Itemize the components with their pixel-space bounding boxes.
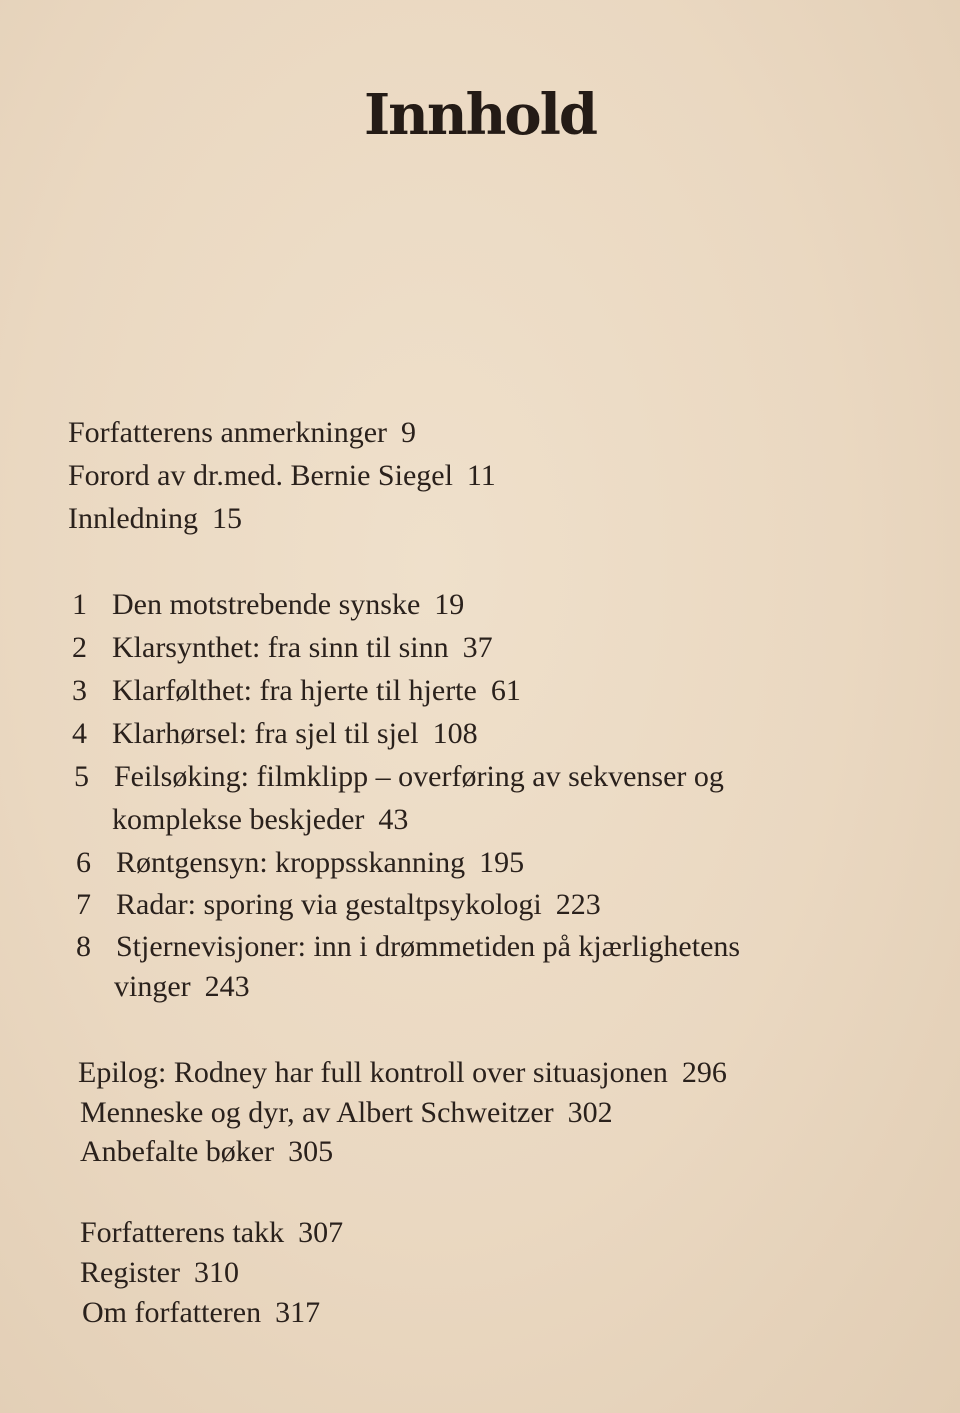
- toc-entry-front-2: [68, 455, 496, 497]
- toc-entry-title: Menneske og dyr, av Albert Schweitzer: [80, 1096, 554, 1129]
- toc-entry-page: 307: [298, 1216, 344, 1249]
- toc-entry-end-2: [80, 1252, 239, 1294]
- page-title: Innhold: [363, 82, 597, 148]
- toc-entry-page: 223: [555, 888, 601, 921]
- toc-entry-title: Klarsynthet: fra sinn til sinn: [112, 631, 449, 664]
- toc-entry-title: Forord av dr.med. Bernie Siegel: [68, 459, 453, 492]
- toc-chapter-8: [76, 926, 740, 968]
- toc-entry-end-1: [80, 1212, 343, 1254]
- chapter-number: 4: [72, 717, 87, 750]
- toc-chapter-4: [72, 713, 478, 755]
- toc-entry-back-2: [80, 1092, 613, 1134]
- toc-entry-page: 195: [479, 846, 525, 879]
- toc-entry-front-3: [68, 498, 242, 540]
- toc-entry-back-3: [80, 1131, 333, 1173]
- toc-entry-title: Forfatterens takk: [80, 1216, 285, 1249]
- toc-entry-page: 310: [193, 1256, 239, 1289]
- toc-entry-page: 11: [466, 459, 496, 492]
- chapter-number: 5: [74, 760, 89, 793]
- chapter-number: 8: [76, 930, 91, 963]
- toc-entry-title: Radar: sporing via gestaltpsykologi: [116, 888, 542, 921]
- toc-entry-back-1: [78, 1052, 727, 1094]
- toc-entry-page: 9: [401, 416, 417, 449]
- toc-entry-page: 37: [462, 631, 493, 664]
- toc-entry-page: 302: [567, 1096, 613, 1129]
- toc-chapter-1: [72, 584, 464, 626]
- toc-entry-title-continuation: vinger: [114, 970, 191, 1003]
- toc-entry-title: Stjernevisjoner: inn i drømmetiden på kjærlighetens: [116, 930, 741, 963]
- toc-entry-title: Anbefalte bøker: [80, 1135, 275, 1168]
- toc-chapter-7: [76, 884, 601, 926]
- toc-entry-page: 61: [490, 674, 521, 707]
- toc-entry-title-continuation: komplekse beskjeder: [112, 803, 365, 836]
- toc-entry-title: Epilog: Rodney har full kontroll over situasjonen: [78, 1056, 668, 1089]
- toc-entry-end-3: [82, 1292, 320, 1334]
- toc-chapter-2: [72, 627, 493, 669]
- chapter-number: 1: [72, 588, 87, 621]
- toc-entry-page: 305: [288, 1135, 334, 1168]
- toc-entry-title: Røntgensyn: kroppsskanning: [116, 846, 466, 879]
- toc-entry-page: 43: [378, 803, 409, 836]
- toc-entry-title: Klarfølthet: fra hjerte til hjerte: [112, 674, 477, 707]
- toc-entry-page: 15: [211, 502, 242, 535]
- toc-entry-title: Innledning: [68, 502, 198, 535]
- chapter-number: 2: [72, 631, 87, 664]
- toc-entry-title: Om forfatteren: [82, 1296, 262, 1329]
- toc-entry-title: Den motstrebende synske: [112, 588, 421, 621]
- toc-entry-title: Register: [80, 1256, 180, 1289]
- toc-entry-page: 296: [681, 1056, 727, 1089]
- toc-entry-page: 317: [275, 1296, 321, 1329]
- toc-entry-title: Klarhørsel: fra sjel til sjel: [112, 717, 419, 750]
- toc-chapter-8-continuation: [114, 966, 250, 1008]
- toc-entry-title: Feilsøking: filmklipp – overføring av sekvenser og: [114, 760, 724, 793]
- toc-entry-page: 19: [434, 588, 465, 621]
- chapter-number: 3: [72, 674, 87, 707]
- toc-chapter-5-continuation: [112, 799, 408, 841]
- chapter-number: 6: [76, 846, 91, 879]
- toc-chapter-3: [72, 670, 521, 712]
- chapter-number: 7: [76, 888, 91, 921]
- toc-chapter-6: [76, 842, 524, 884]
- toc-entry-page: 108: [432, 717, 478, 750]
- toc-entry-page: 243: [204, 970, 250, 1003]
- toc-entry-title: Forfatterens anmerkninger: [68, 416, 388, 449]
- toc-entry-front-1: [68, 412, 416, 454]
- toc-chapter-5: [74, 756, 724, 798]
